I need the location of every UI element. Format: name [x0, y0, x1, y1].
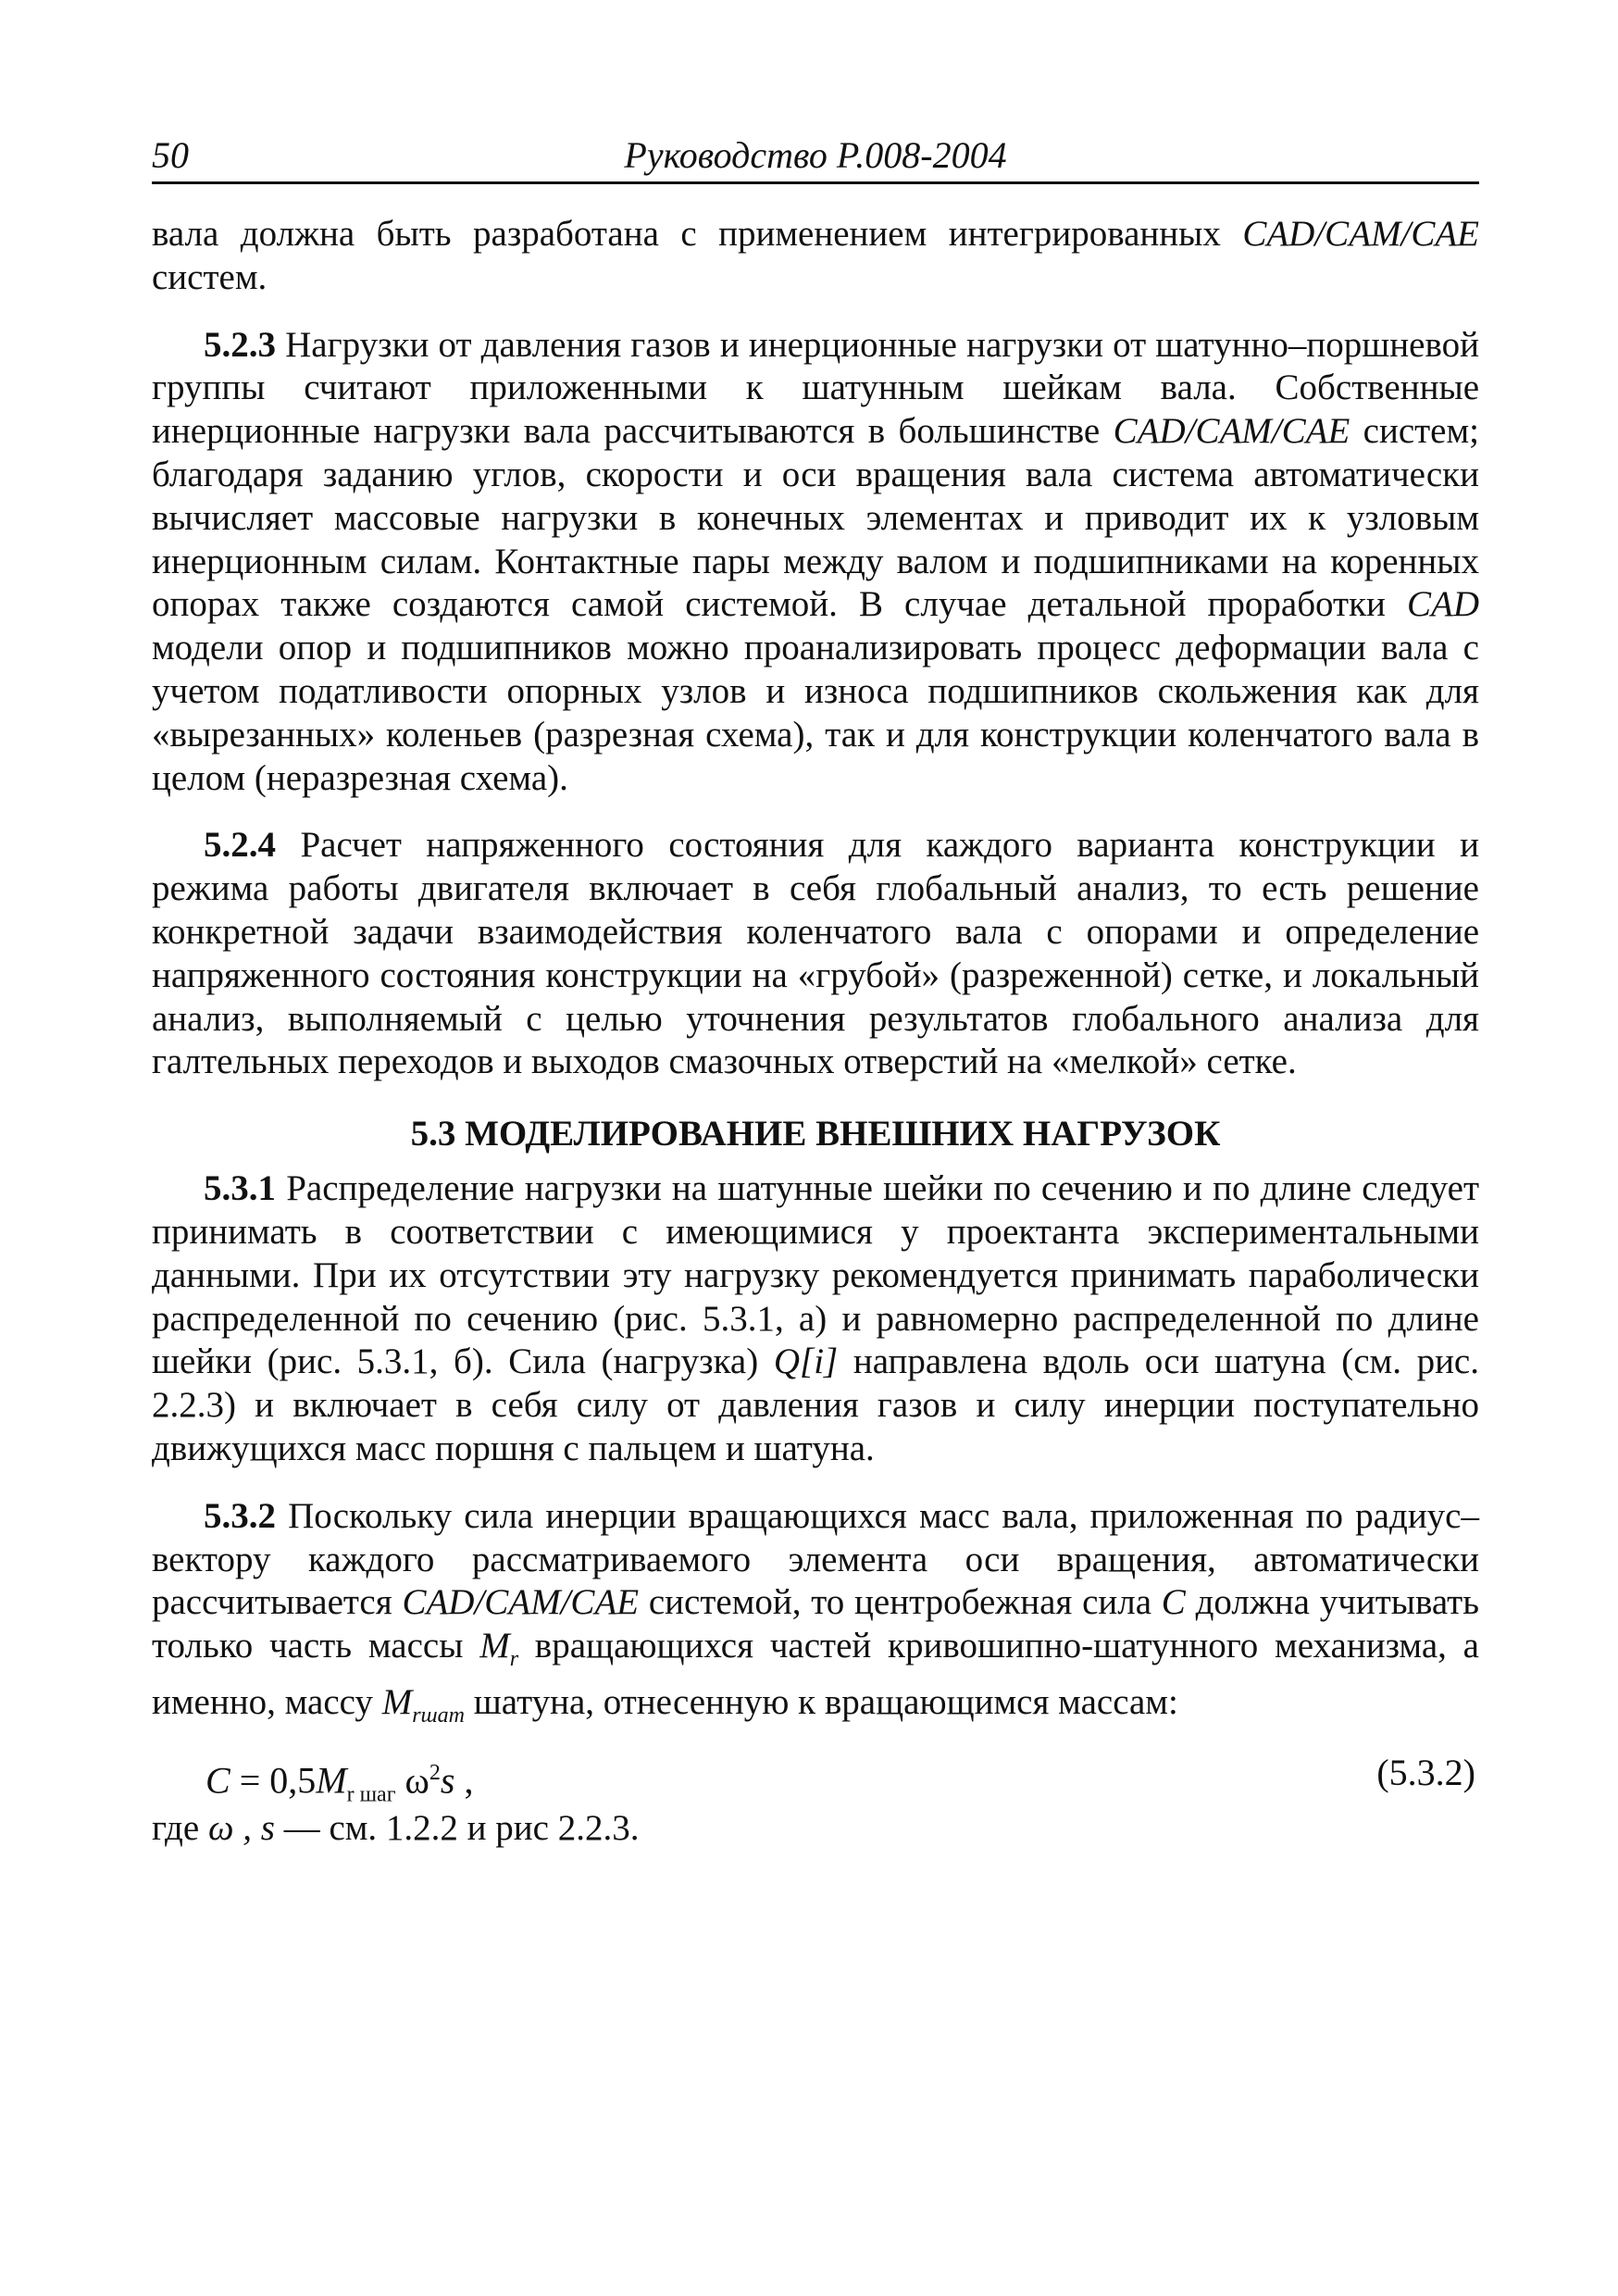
equation-number: (5.3.2)	[1376, 1752, 1475, 1794]
formula: $C = 0,5M_{r шаг}$ $\omega^2s$ ,	[205, 1759, 474, 1807]
symbol-c: C	[1161, 1582, 1186, 1623]
paragraph-5-2-4: 5.2.4 Расчет напряженного состояния для каждого варианта конструкции и режима работы двигателя включает в себя глобальный анализ, то есть решение конкретной задачи взаимодействия коленчатого вала с опорами и определение напряженного состояния конструкции на «грубой» (разреженной) сетке, и локальный анализ, выполняемый с целью уточнения результатов глобального анализа для галтельных переходов и выходов смазочных отверстий на «мелкой» сетке.	[152, 825, 1479, 1082]
body-text	[152, 213, 1479, 1851]
continuation-paragraph: вала должна быть разработана с применением интегрированных CAD/CAM/CAE систем.	[152, 214, 1479, 297]
load-symbol: Q[i]	[773, 1341, 839, 1382]
where-line: где ω , s — см. 1.2.2 и рис 2.2.3.	[152, 1808, 640, 1849]
cad-term: CAD	[1407, 584, 1479, 625]
page-number: 50	[152, 134, 189, 176]
symbol-mr-shat: $M_{rшат}$	[381, 1681, 465, 1728]
formula-row	[152, 1748, 1479, 1807]
header-rule	[152, 181, 1479, 184]
section-heading: 5.3 МОДЕЛИРОВАНИЕ ВНЕШНИХ НАГРУЗОК	[410, 1114, 1221, 1154]
paragraph-5-2-3: 5.2.3 Нагрузки от давления газов и инерционные нагрузки от шатунно–поршневой группы считают приложенными к шатунным шейкам вала. Собственные инерционные нагрузки вала рассчитываются в большинстве CAD/CAM/CAE систем; благодаря заданию углов, скорости и оси вращения вала система автоматически вычисляет массовые нагрузки в конечных элементах и приводит их к узловым инерционным силам. Контактные пары между валом и подшипниками на коренных опорах также создаются самой системой. В случае детальной проработки CAD модели опор и подшипников можно проанализировать процесс деформации вала с учетом податливости опорных узлов и износа подшипников скольжения как для «вырезанных» коленьев (разрезная схема), так и для конструкции коленчатого вала в целом (неразрезная схема).	[152, 324, 1479, 798]
cad-term: CAD/CAM/CAE	[1113, 411, 1350, 452]
paragraph-number: 5.3.1	[204, 1168, 276, 1209]
page-header	[152, 131, 1479, 180]
paragraph-5-3-2: 5.3.2 Поскольку сила инерции вращающихся масс вала, приложенная по радиус–вектору каждого рассматриваемого элемента оси вращения, автоматически рассчитывается CAD/CAM/CAE системой, то центробежная сила C должна учитывать только часть массы $M_r$ вращающихся частей кривошипно-шатунного механизма, а именно, массу $M_{rшат}$ шатуна, отнесенную к вращающимся массам:	[152, 1495, 1480, 1728]
running-title: Руководство Р.008-2004	[624, 134, 1007, 176]
paragraph-number: 5.2.4	[204, 825, 276, 866]
cad-term: CAD/CAM/CAE	[402, 1582, 640, 1623]
paragraph-number: 5.3.2	[204, 1495, 276, 1536]
symbol-mr: $M_r$	[479, 1626, 519, 1671]
cad-term: CAD/CAM/CAE	[1242, 214, 1479, 254]
paragraph-number: 5.2.3	[204, 324, 276, 365]
paragraph-5-3-1: 5.3.1 Распределение нагрузки на шатунные шейки по сечению и по длине следует принимать в соответствии с имеющимися у проектанта экспериментальными данными. При их отсутствии эту нагрузку рекомендуется принимать параболически распределенной по сечению (рис. 5.3.1, а) и равномерно распределенной по длине шейки (рис. 5.3.1, б). Сила (нагрузка) Q[i] направлена вдоль оси шатуна (см. рис. 2.2.3) и включает в себя силу от давления газов и силу инерции поступательно движущихся масс поршня с пальцем и шатуна.	[152, 1168, 1479, 1468]
